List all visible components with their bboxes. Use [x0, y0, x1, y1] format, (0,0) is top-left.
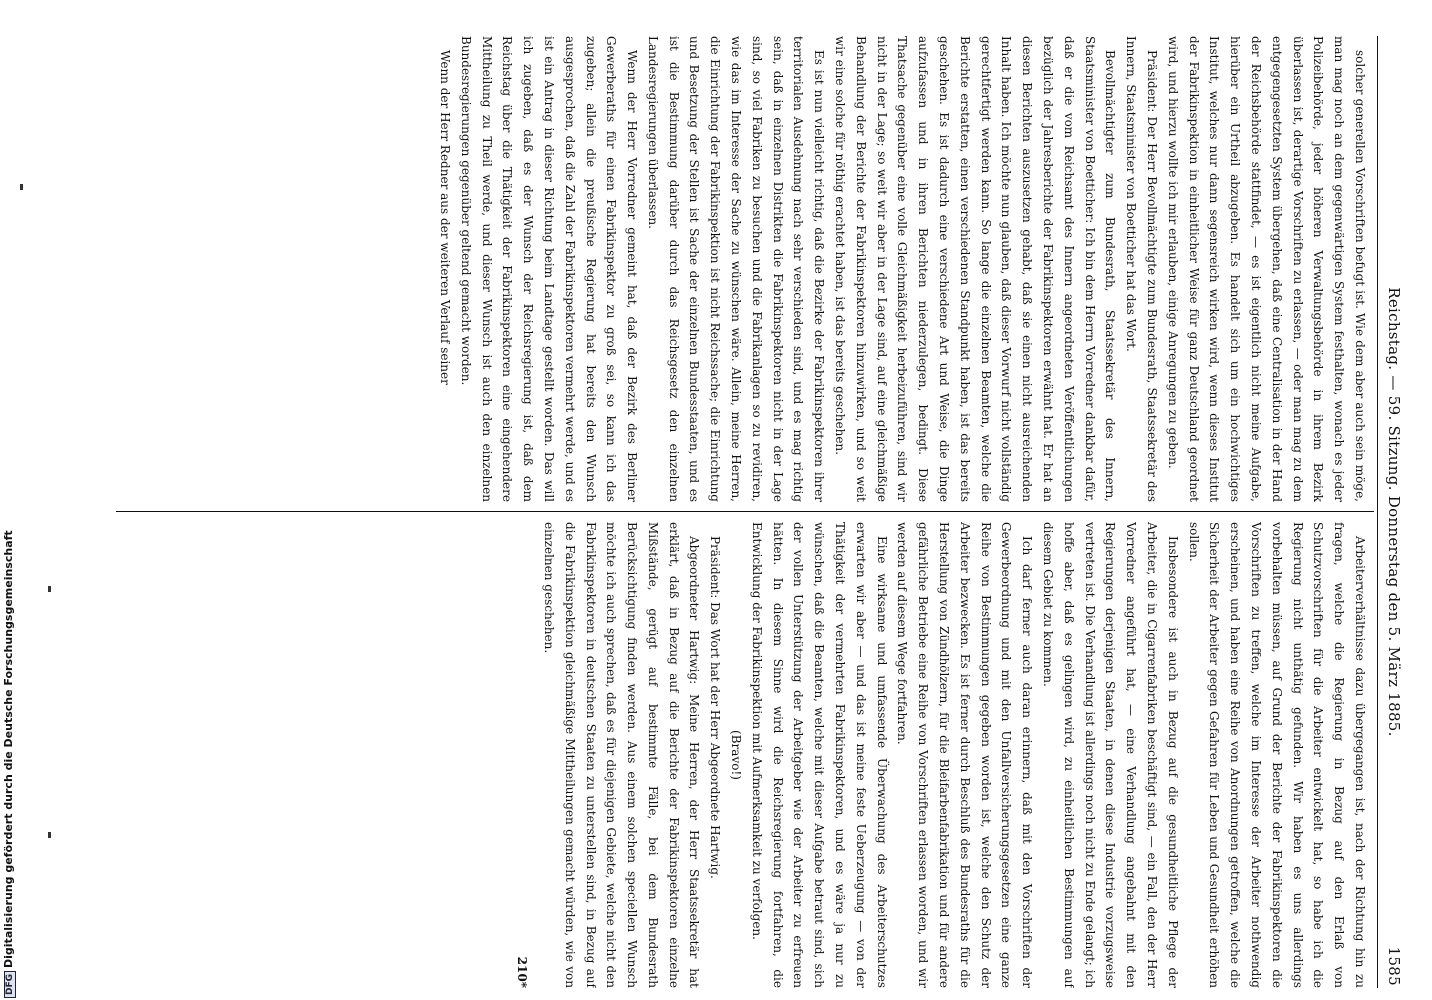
paragraph-president: Präsident: Der Herr Bevollmächtigte zum Bundesrath, Staatssekretär des Innern, Staatsminister von Boetticher hat das Wort.	[1124, 36, 1160, 502]
scan-mark	[20, 184, 23, 190]
scan-mark	[48, 586, 51, 592]
paragraph: Bevollmächtigter zum Bundesrath, Staatssekretär des Innern, Staatsminister von Boetticher: Ich bin dem Herrn Vorredner dankbar dafür, daß er die vom Reichsamt des Innern angeordneten Veröffentlichungen bezüglich der Jahresberichte der Fabrikinspektoren erwähnt hat. Er hat an diesen Berichten auszusetzen gehabt, daß sie einen nicht ausreichenden Inhalt haben. Ich möchte nun glauben, daß dieser Vorwurf nicht vollständig gerechtfertigt werden kann. So lange die einzelnen Beamten, welche die Berichte erstatten, einen verschiedenen Standpunkt haben, ist das bereits geschehen. Es ist dadurch eine verschiedene Art und Weise, die Dinge aufzufassen und in ihren Berichten niederzulegen, bedingt. Diese Thatsache gegenüber eine volle Gleichmäßigkeit herbeizuführen, sind wir nicht in der Lage; so weit wir aber in der Lage sind, auf eine gleichmäßige Behandlung der Berichte der Fabrikinspektoren hinzuwirken, und so weit wir eine solche für nöthig erachtet haben, ist das bereits geschehen.	[833, 36, 1118, 502]
page-header	[1377, 36, 1404, 988]
right-column	[120, 522, 1370, 988]
paragraph: Ich darf ferner auch daran erinnern, daß mit den Vorschriften der Gewerbeordnung und mit den Unfallversicherungsgesetzen eine ganze Reihe von Bestimmungen gegeben worden ist, welche den Schutz der Arbeiter bezwecken. Es ist ferner durch Beschluß des Bundesraths für die Herstellung von Zündhölzern, für die Bleifarbenfabrikation und für andere gefährliche Betriebe eine Reihe von Vorschriften erlassen worden, und wir werden auf diesem Wege fortfahren.	[895, 522, 1035, 988]
paragraph: Eine wirksame und umfassende Überwachung des Arbeiterschutzes erwarten wir aber — und das ist meine feste Ueberzeugung — von der Thätigkeit der vermehrten Fabrikinspektoren, und es wäre ja nur zu wünschen, daß die Beamten, welche mit dieser Aufgabe betraut sind, sich der vollen Unterstützung der Arbeitgeber wie der Arbeiter zu erfreuen hätten. In diesem Sinne wird die Reichsregierung fortfahren, die Entwicklung der Fabrikinspektion mit Aufmerksamkeit zu verfolgen.	[749, 522, 889, 988]
paragraph-president: Präsident: Das Wort hat der Herr Abgeordnete Hartwig.	[708, 536, 723, 879]
signature-mark: 210*	[515, 956, 530, 988]
column-divider	[116, 511, 1374, 512]
paragraph: solcher generellen Vorschriften befugt ist. Wie dem aber auch sein möge, man mag noch an dem gegenwärtigen System festhalten, wonach es jeder Polizeibehörde, jeder höheren Verwaltungsbehörde in ihrem Bezirk überlassen ist, derartige Vorschriften zu erlassen, — oder man mag zu dem entgegengesetzten System übergehen, daß eine Centralisation in der Hand der Reichsbehörde stattfindet, — es ist eigentlich nicht meine Aufgabe, hierüber ein Urtheil abzugeben. Es handelt sich um ein hochwichtiges Institut, welches nur dann segensreich wirken wird, wenn dieses Institut der Fabrikinspektion in einheitlicher Weise für ganz Deutschland geordnet wird, und hierzu wollte ich mir erlauben, einige Anregungen zu geben.	[1165, 36, 1367, 502]
paragraph: Arbeiterverhältnisse dazu übergegangen ist, nach der Richtung hin zu fragen, welche die Regierung in Bezug auf den Erlaß von Schutzvorschriften für die Arbeiter entwickelt hat, so habe ich die Regierung nicht unthätig gefunden. Wir haben es uns allerdings vorbehalten müssen, auf Grund der Berichte der Fabrikinspektoren die Vorschriften zu treffen, welche im Interesse der Arbeiter nothwendig erscheinen, und haben eine Reihe von Anordnungen getroffen, welche die Sicherheit der Arbeiter gegen Gefahren für Leben und Gesundheit erhöhen sollen.	[1186, 522, 1367, 988]
paragraph: Abgeordneter Hartwig: Meine Herren, der Herr Staatssekretär hat erklärt, daß in Bezug auf die Berichte der Fabrikinspektoren einzelne Mißstände, gerügt auf bestimmte Fälle, bei dem Bundesrath Berücksichtigung finden werden. Aus einem solchen speciellen Wunsch möchte ich auch sprechen, daß es für diejenigen Gebiete, welche nicht den Fabrikinspektoren in deutschen Staaten zu unterstellen sind, in Bezug auf die Fabrikinspektion gleichmäßige Mittheilungen gemacht würden, wie von einzelnen geschehen.	[541, 522, 702, 988]
paragraph: Wenn der Herr Redner aus der weiteren Verlauf seiner	[437, 50, 452, 385]
paragraph: Wenn der Herr Vorredner gemeint hat, daß der Bezirk des Berliner Gewerberaths für einen Fabrikinspektor zu groß sei, so kann ich das zugeben; allein die preußische Regierung hat bereits den Wunsch ausgesprochen, daß die Zahl der Fabrikinspektoren vermehrt werde, und es ist ein Antrag in dieser Richtung beim Landtage gestellt worden. Das will ich zugeben, daß es der Wunsch der Reichsregierung ist, daß dem Reichstag über die Thätigkeit der Fabrikinspektoren eine eingehendere Mittheilung zu Theil werde, und dieser Wunsch ist auch den einzelnen Bundesregierungen gegenüber geltend gemacht worden.	[458, 36, 640, 502]
funding-text: Digitalisierung gefördert durch die Deutsche Forschungsgemeinschaft	[2, 530, 15, 968]
left-column	[120, 36, 1370, 502]
header-title: Reichstag. — 59. Sitzung. Donnerstag den 5. März 1885.	[1385, 287, 1403, 737]
paragraph: Es ist nun vielleicht richtig, daß die Bezirke der Fabrikinspektoren ihrer territorialen Ausdehnung nach sehr verschieden sind, und es mag richtig sein, daß in einzelnen Distrikten die Fabrikinspektoren nicht in der Lage sind, so viel Fabriken zu besuchen und die Fabrikanlagen so zu revidiren, wie das im Interesse der Sache zu wünschen wäre. Allein, meine Herren, die Einrichtung der Fabrikinspektion ist nicht Reichssache; die Einrichtung und Besetzung der Stellen ist Sache der einzelnen Bundesstaaten, und es ist die Bestimmung darüber durch das Reichsgesetz den einzelnen Landesregierungen überlassen.	[645, 36, 827, 502]
document-page	[116, 36, 1404, 988]
dfg-logo-icon: DFG	[4, 971, 16, 998]
scan-mark	[48, 832, 51, 838]
funding-note	[2, 530, 16, 998]
applause-note: (Bravo!)	[729, 730, 744, 780]
page-number: 1585	[1385, 946, 1403, 986]
paragraph: Insbesondere ist auch in Bezug auf die gesundheitliche Pflege der Arbeiter, die in Cigarrenfabriken beschäftigt sind, — ein Fall, den der Herr Vorredner angeführt hat, — eine Verhandlung angebahnt mit den Regierungen derjenigen Staaten, in denen diese Industrie vorzugsweise vertreten ist. Die Verhandlung ist allerdings noch nicht zu Ende gelangt; ich hoffe aber, daß es gelingen wird, zu einheitlichen Bestimmungen auf diesem Gebiet zu kommen.	[1041, 522, 1180, 988]
